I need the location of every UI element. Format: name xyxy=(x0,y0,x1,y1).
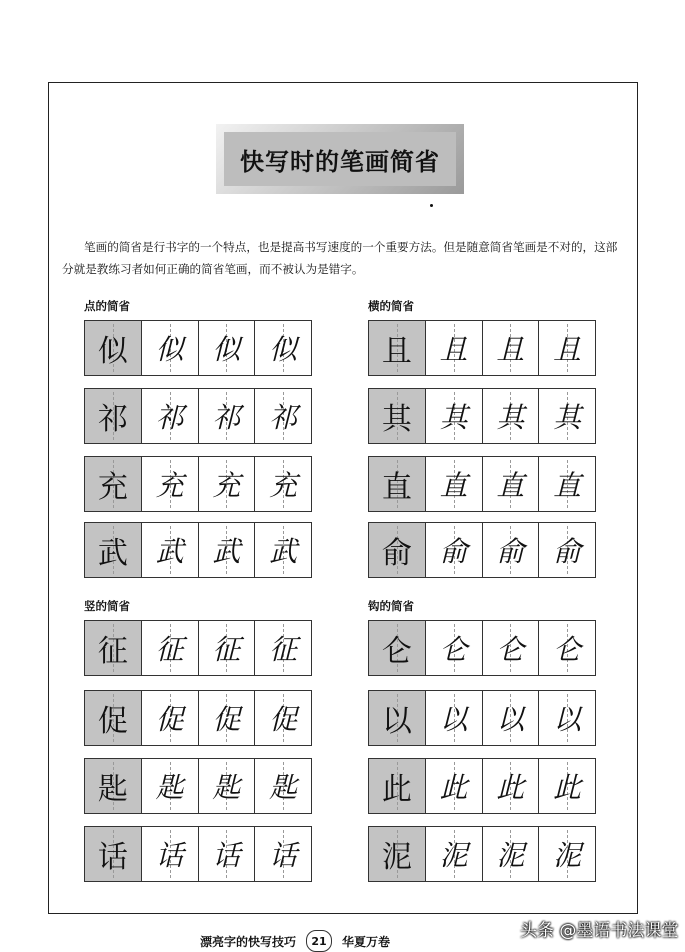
cursive-char: 话 xyxy=(269,839,298,872)
cursive-char-cell xyxy=(425,827,482,881)
standard-char-cell xyxy=(369,389,425,443)
standard-char-cell xyxy=(369,457,425,511)
cursive-char-cell xyxy=(198,321,255,375)
cursive-char: 充 xyxy=(269,469,298,502)
standard-char: 俞 xyxy=(381,536,412,571)
standard-char: 祁 xyxy=(97,402,128,437)
cursive-char-cell xyxy=(254,523,311,577)
cursive-char: 祁 xyxy=(155,401,184,434)
char-row xyxy=(368,690,596,746)
cursive-char: 泥 xyxy=(439,839,468,872)
cursive-char: 匙 xyxy=(212,771,241,804)
cursive-char: 促 xyxy=(155,703,184,736)
footer xyxy=(200,930,390,952)
cursive-char: 匙 xyxy=(269,771,298,804)
cursive-char: 似 xyxy=(155,333,184,366)
standard-char: 且 xyxy=(381,334,412,369)
char-row xyxy=(368,758,596,814)
cursive-char-cell xyxy=(254,759,311,813)
cursive-char-cell xyxy=(141,389,198,443)
cursive-char-cell xyxy=(482,523,539,577)
standard-char-cell xyxy=(85,759,141,813)
standard-char: 促 xyxy=(97,704,128,739)
cursive-char-cell xyxy=(198,691,255,745)
cursive-char-cell xyxy=(141,691,198,745)
char-row xyxy=(84,320,312,376)
cursive-char-cell xyxy=(425,389,482,443)
char-row xyxy=(368,456,596,512)
standard-char: 似 xyxy=(97,334,128,369)
cursive-char: 此 xyxy=(553,771,582,804)
cursive-char: 以 xyxy=(439,703,468,736)
cursive-char: 此 xyxy=(439,771,468,804)
standard-char: 充 xyxy=(97,470,128,505)
cursive-char: 武 xyxy=(212,535,241,568)
char-row xyxy=(84,456,312,512)
cursive-char: 俞 xyxy=(496,535,525,568)
char-row xyxy=(84,758,312,814)
cursive-char-cell xyxy=(538,827,595,881)
char-row xyxy=(84,522,312,578)
cursive-char-cell xyxy=(254,691,311,745)
standard-char-cell xyxy=(369,759,425,813)
cursive-char: 仑 xyxy=(439,633,468,666)
cursive-char-cell xyxy=(538,759,595,813)
standard-char-cell xyxy=(369,523,425,577)
cursive-char-cell xyxy=(482,759,539,813)
cursive-char-cell xyxy=(425,759,482,813)
section-title: 钩的简省 xyxy=(368,599,414,613)
cursive-char: 直 xyxy=(439,469,468,502)
cursive-char-cell xyxy=(141,523,198,577)
cursive-char: 以 xyxy=(496,703,525,736)
standard-char-cell xyxy=(85,389,141,443)
cursive-char-cell xyxy=(425,523,482,577)
cursive-char: 祁 xyxy=(269,401,298,434)
cursive-char: 话 xyxy=(212,839,241,872)
section-title: 横的简省 xyxy=(368,299,414,313)
cursive-char-cell xyxy=(254,621,311,675)
cursive-char-cell xyxy=(141,321,198,375)
cursive-char: 促 xyxy=(269,703,298,736)
standard-char: 此 xyxy=(381,772,412,807)
standard-char: 匙 xyxy=(97,772,128,807)
char-row xyxy=(368,826,596,882)
char-row xyxy=(84,826,312,882)
cursive-char: 且 xyxy=(553,333,582,366)
cursive-char-cell xyxy=(141,457,198,511)
cursive-char-cell xyxy=(482,457,539,511)
standard-char-cell xyxy=(85,621,141,675)
cursive-char-cell xyxy=(198,523,255,577)
cursive-char: 似 xyxy=(269,333,298,366)
char-row xyxy=(84,690,312,746)
cursive-char-cell xyxy=(482,621,539,675)
standard-char-cell xyxy=(85,827,141,881)
char-row xyxy=(368,320,596,376)
cursive-char-cell xyxy=(198,457,255,511)
intro-paragraph: 笔画的简省是行书字的一个特点，也是提高书写速度的一个重要方法。但是随意简省笔画是不对的，这部分就是教练习者如何正确的简省笔画，而不被认为是错字。 xyxy=(62,240,618,276)
cursive-char: 武 xyxy=(269,535,298,568)
cursive-char: 此 xyxy=(496,771,525,804)
standard-char: 仑 xyxy=(381,634,412,669)
cursive-char: 且 xyxy=(496,333,525,366)
cursive-char-cell xyxy=(141,621,198,675)
cursive-char-cell xyxy=(198,389,255,443)
cursive-char-cell xyxy=(254,457,311,511)
cursive-char: 泥 xyxy=(496,839,525,872)
cursive-char-cell xyxy=(538,691,595,745)
cursive-char-cell xyxy=(425,621,482,675)
section-title: 竖的简省 xyxy=(84,599,130,613)
cursive-char-cell xyxy=(482,321,539,375)
cursive-char: 其 xyxy=(553,401,582,434)
standard-char-cell xyxy=(85,691,141,745)
standard-char: 其 xyxy=(381,402,412,437)
cursive-char-cell xyxy=(198,621,255,675)
dot-mark xyxy=(430,204,433,207)
cursive-char: 直 xyxy=(496,469,525,502)
standard-char-cell xyxy=(85,321,141,375)
standard-char: 直 xyxy=(381,470,412,505)
cursive-char-cell xyxy=(482,827,539,881)
cursive-char-cell xyxy=(482,389,539,443)
title-banner xyxy=(216,124,464,194)
standard-char: 话 xyxy=(97,840,128,875)
cursive-char: 征 xyxy=(212,633,241,666)
cursive-char: 征 xyxy=(269,633,298,666)
footer-publisher: 华夏万卷 xyxy=(342,934,391,949)
standard-char: 泥 xyxy=(381,840,412,875)
cursive-char-cell xyxy=(482,691,539,745)
cursive-char: 充 xyxy=(155,469,184,502)
standard-char-cell xyxy=(369,827,425,881)
cursive-char: 仑 xyxy=(553,633,582,666)
cursive-char: 直 xyxy=(553,469,582,502)
cursive-char: 匙 xyxy=(155,771,184,804)
footer-book-title: 漂亮字的快写技巧 xyxy=(200,934,297,949)
cursive-char-cell xyxy=(254,321,311,375)
standard-char: 以 xyxy=(381,704,412,739)
cursive-char: 仑 xyxy=(496,633,525,666)
standard-char-cell xyxy=(85,457,141,511)
cursive-char-cell xyxy=(141,827,198,881)
cursive-char: 话 xyxy=(155,839,184,872)
cursive-char-cell xyxy=(538,457,595,511)
cursive-char: 似 xyxy=(212,333,241,366)
char-row xyxy=(84,388,312,444)
cursive-char: 其 xyxy=(496,401,525,434)
cursive-char: 祁 xyxy=(212,401,241,434)
cursive-char-cell xyxy=(538,621,595,675)
page-number: 21 xyxy=(306,930,332,952)
cursive-char-cell xyxy=(538,389,595,443)
watermark: 头条 @墨语书法课堂 xyxy=(520,921,679,941)
cursive-char: 充 xyxy=(212,469,241,502)
cursive-char: 且 xyxy=(439,333,468,366)
cursive-char-cell xyxy=(425,457,482,511)
cursive-char-cell xyxy=(538,523,595,577)
standard-char-cell xyxy=(369,321,425,375)
char-row xyxy=(84,620,312,676)
cursive-char-cell xyxy=(254,389,311,443)
standard-char-cell xyxy=(369,691,425,745)
char-row xyxy=(368,522,596,578)
cursive-char: 以 xyxy=(553,703,582,736)
cursive-char-cell xyxy=(254,827,311,881)
standard-char-cell xyxy=(85,523,141,577)
standard-char-cell xyxy=(369,621,425,675)
cursive-char-cell xyxy=(198,827,255,881)
cursive-char-cell xyxy=(538,321,595,375)
cursive-char-cell xyxy=(425,691,482,745)
cursive-char: 俞 xyxy=(439,535,468,568)
section-title: 点的简省 xyxy=(84,299,130,313)
char-row xyxy=(368,388,596,444)
char-row xyxy=(368,620,596,676)
page-title: 快写时的笔画简省 xyxy=(240,147,440,176)
cursive-char: 征 xyxy=(155,633,184,666)
cursive-char-cell xyxy=(425,321,482,375)
cursive-char: 武 xyxy=(155,535,184,568)
standard-char: 武 xyxy=(97,536,128,571)
cursive-char: 泥 xyxy=(553,839,582,872)
cursive-char: 促 xyxy=(212,703,241,736)
cursive-char-cell xyxy=(198,759,255,813)
cursive-char-cell xyxy=(141,759,198,813)
standard-char: 征 xyxy=(97,634,128,669)
cursive-char: 俞 xyxy=(553,535,582,568)
cursive-char: 其 xyxy=(439,401,468,434)
